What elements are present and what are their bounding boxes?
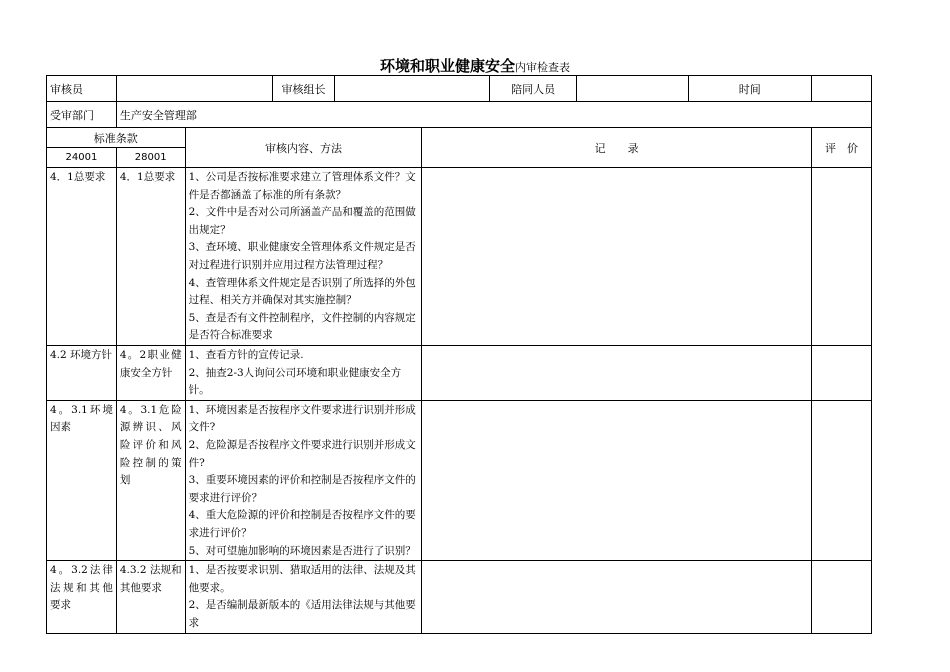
content-line: 2、是否编制最新版本的《适用法律法规与其他要求 xyxy=(188,599,416,629)
standard-24001-header: 24001 xyxy=(47,148,117,168)
companion-value[interactable] xyxy=(577,76,688,102)
time-value[interactable] xyxy=(811,76,871,102)
clause-24001-cell: 4。3.2法律法规和其他要求 xyxy=(47,561,117,633)
evaluation-cell[interactable] xyxy=(811,168,871,346)
title-main: 环境和职业健康安全 xyxy=(379,57,515,75)
header-row-department xyxy=(47,102,872,128)
content-line: 4、重大危险源的评价和控制是否按程序文件的要求进行评价？ xyxy=(188,509,416,539)
clause-28001-cell: 4。3.1危险源辨识、风险评价和风险控制的策划 xyxy=(116,400,185,560)
content-method-header: 审核内容、方法 xyxy=(185,128,422,168)
clause-28001-cell: 4.3.2 法规和其他要求 xyxy=(116,561,185,633)
record-cell[interactable] xyxy=(422,168,812,346)
department-label: 受审部门 xyxy=(47,102,117,128)
auditor-label: 审核员 xyxy=(47,76,117,102)
evaluation-header: 评 价 xyxy=(811,128,871,168)
evaluation-cell[interactable] xyxy=(811,346,871,401)
content-line: 3、重要环境因素的评价和控制是否按程序文件的要求进行评价？ xyxy=(188,474,416,504)
clause-24001-cell: 4．1总要求 xyxy=(47,168,117,346)
content-line: 1、环境因素是否按程序文件要求进行识别并形成文件? xyxy=(188,403,416,434)
content-line: 1、是否按要求识别、猎取适用的法律、法规及其他要求。 xyxy=(188,564,416,594)
leader-value[interactable] xyxy=(335,76,490,102)
content-line: 1、公司是否按标准要求建立了管理体系文件？文件是否都涵盖了标准的所有条款？ xyxy=(188,171,416,201)
content-line: 1、查看方针的宣传记录. xyxy=(188,349,304,361)
audit-content-cell xyxy=(185,400,422,560)
evaluation-cell[interactable] xyxy=(811,400,871,560)
audit-checklist-table xyxy=(46,75,872,634)
record-cell[interactable] xyxy=(422,346,812,401)
companion-label: 陪同人员 xyxy=(490,76,577,102)
table-row xyxy=(47,168,872,346)
table-row xyxy=(47,561,872,633)
content-line: 5、对可望施加影响的环境因素是否进行了识别？ xyxy=(188,544,416,557)
standard-28001-header: 28001 xyxy=(116,148,185,168)
table-row xyxy=(47,400,872,560)
department-value[interactable]: 生产安全管理部 xyxy=(116,102,871,128)
table-row xyxy=(47,346,872,401)
title-suffix: 内审检查表 xyxy=(515,61,570,74)
clause-28001-cell: 4。2职业健康安全方针 xyxy=(116,346,185,401)
clause-28001-cell: 4．1总要求 xyxy=(116,168,185,346)
content-line: 3、查环境、职业健康安全管理体系文件规定是否对过程进行识别并应用过程方法管理过程？ xyxy=(188,241,416,271)
column-header-row-1 xyxy=(47,128,872,148)
time-label: 时间 xyxy=(688,76,811,102)
auditor-value[interactable] xyxy=(116,76,272,102)
audit-content-cell xyxy=(185,561,422,633)
leader-label: 审核组长 xyxy=(272,76,334,102)
record-header: 记 录 xyxy=(422,128,812,168)
evaluation-cell[interactable] xyxy=(811,561,871,633)
content-line: 2、抽查2-3人询问公司环境和职业健康安全方针。 xyxy=(188,366,402,397)
content-line: 2、危险源是否按程序文件要求进行识别并形成文件? xyxy=(188,438,416,469)
content-line: 2、文件中是否对公司所涵盖产品和覆盖的范围做出规定？ xyxy=(188,206,416,236)
clause-24001-cell: 4。3.1环境因素 xyxy=(47,400,117,560)
standard-clause-header: 标准条款 xyxy=(47,128,186,148)
audit-content-cell xyxy=(185,346,422,401)
clause-24001-cell: 4.2 环境方针 xyxy=(47,346,117,401)
header-row-auditors xyxy=(47,76,872,102)
content-line: 4、查管理体系文件规定是否识别了所选择的外包过程、相关方并确保对其实施控制？ xyxy=(188,276,416,307)
record-cell[interactable] xyxy=(422,400,812,560)
content-line: 5、查是否有文件控制程序，文件控制的内容规定是否符合标准要求 xyxy=(188,311,416,342)
audit-content-cell xyxy=(185,168,422,346)
record-cell[interactable] xyxy=(422,561,812,633)
